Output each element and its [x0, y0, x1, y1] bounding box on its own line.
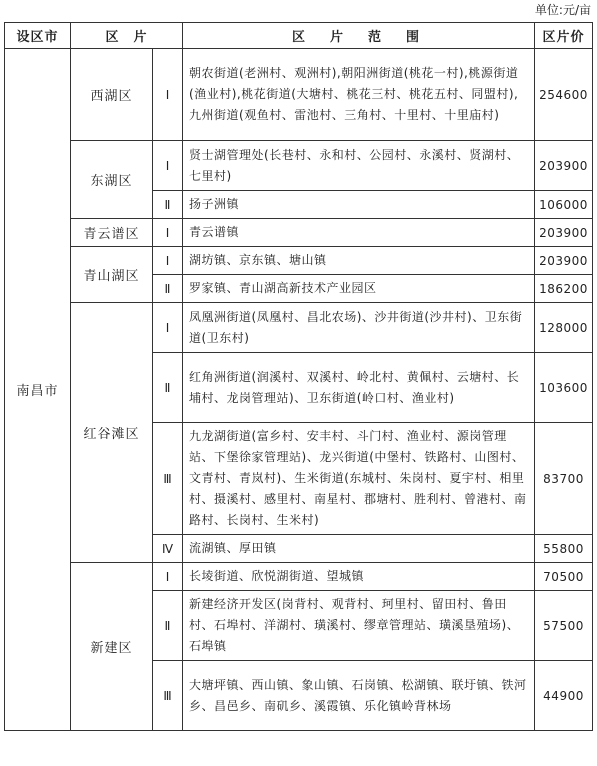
price-cell: 254600: [535, 49, 593, 141]
unit-label: 单位:元/亩: [534, 3, 591, 17]
table-row: [5, 219, 593, 247]
range-cell: 青云谱镇: [183, 219, 535, 247]
range-cell: 大塘坪镇、西山镇、象山镇、石岗镇、松湖镇、联圩镇、铁河乡、昌邑乡、南矶乡、溪霞镇、乐化镇岭背林场: [183, 661, 535, 731]
price-cell: 203900: [535, 247, 593, 275]
header-row: [5, 23, 593, 49]
range-cell: 贤士湖管理处(长巷村、永和村、公园村、永溪村、贤湖村、七里村): [183, 141, 535, 191]
grade-cell: Ⅲ: [153, 423, 183, 535]
grade-cell: Ⅳ: [153, 535, 183, 563]
range-cell: 湖坊镇、京东镇、塘山镇: [183, 247, 535, 275]
price-cell: 186200: [535, 275, 593, 303]
grade-cell: Ⅰ: [153, 49, 183, 141]
grade-cell: Ⅲ: [153, 661, 183, 731]
grade-cell: Ⅰ: [153, 563, 183, 591]
table-row: [5, 247, 593, 275]
price-cell: 57500: [535, 591, 593, 661]
district-cell: 青云谱区: [71, 219, 153, 247]
header-price: 区片价: [535, 23, 593, 49]
grade-cell: Ⅱ: [153, 275, 183, 303]
grade-cell: Ⅰ: [153, 141, 183, 191]
range-cell: 凤凰洲街道(凤凰村、昌北农场)、沙井街道(沙井村)、卫东街道(卫东村): [183, 303, 535, 353]
grade-cell: Ⅱ: [153, 591, 183, 661]
price-cell: 128000: [535, 303, 593, 353]
table-row: [5, 303, 593, 353]
range-cell: 朝农街道(老洲村、观洲村),朝阳洲街道(桃花一村),桃源街道(渔业村),桃花街道(大塘村、桃花三村、桃花五村、同盟村),九州街道(观鱼村、雷池村、三角村、十里村、十里庙村): [183, 49, 535, 141]
city-cell: 南昌市: [5, 49, 71, 731]
district-cell: 红谷滩区: [71, 303, 153, 563]
range-cell: 新建经济开发区(岗背村、观背村、珂里村、留田村、鲁田村、石埠村、洋湖村、璜溪村、缪章管理站、璜溪垦殖场)、石埠镇: [183, 591, 535, 661]
price-cell: 203900: [535, 141, 593, 191]
grade-cell: Ⅰ: [153, 303, 183, 353]
grade-cell: Ⅰ: [153, 219, 183, 247]
land-price-table: [4, 22, 593, 731]
price-cell: 103600: [535, 353, 593, 423]
table-row: [5, 563, 593, 591]
header-range: 区 片 范 围: [183, 23, 535, 49]
price-cell: 55800: [535, 535, 593, 563]
grade-cell: Ⅱ: [153, 353, 183, 423]
price-cell: 203900: [535, 219, 593, 247]
district-cell: 青山湖区: [71, 247, 153, 303]
range-cell: 九龙湖街道(富乡村、安丰村、斗门村、渔业村、源岗管理站、下堡徐家管理站)、龙兴街道(中堡村、铁路村、山图村、文青村、青岚村)、生米街道(东城村、朱岗村、夏宇村、相里村、摄溪村、感里村、南星村、郡塘村、胜利村、曾港村、南路村、长岗村、生米村): [183, 423, 535, 535]
range-cell: 长堎街道、欣悦湖街道、望城镇: [183, 563, 535, 591]
grade-cell: Ⅰ: [153, 247, 183, 275]
price-cell: 83700: [535, 423, 593, 535]
district-cell: 西湖区: [71, 49, 153, 141]
header-city: 设区市: [5, 23, 71, 49]
price-cell: 70500: [535, 563, 593, 591]
price-cell: 106000: [535, 191, 593, 219]
price-cell: 44900: [535, 661, 593, 731]
range-cell: 罗家镇、青山湖高新技术产业园区: [183, 275, 535, 303]
district-cell: 新建区: [71, 563, 153, 731]
district-cell: 东湖区: [71, 141, 153, 219]
grade-cell: Ⅱ: [153, 191, 183, 219]
table-row: [5, 49, 593, 141]
range-cell: 流湖镇、厚田镇: [183, 535, 535, 563]
header-zone: 区 片: [71, 23, 183, 49]
range-cell: 扬子洲镇: [183, 191, 535, 219]
table-row: [5, 141, 593, 191]
range-cell: 红角洲街道(润溪村、双溪村、岭北村、黄佩村、云塘村、长埔村、龙岗管理站)、卫东街道(岭口村、渔业村): [183, 353, 535, 423]
